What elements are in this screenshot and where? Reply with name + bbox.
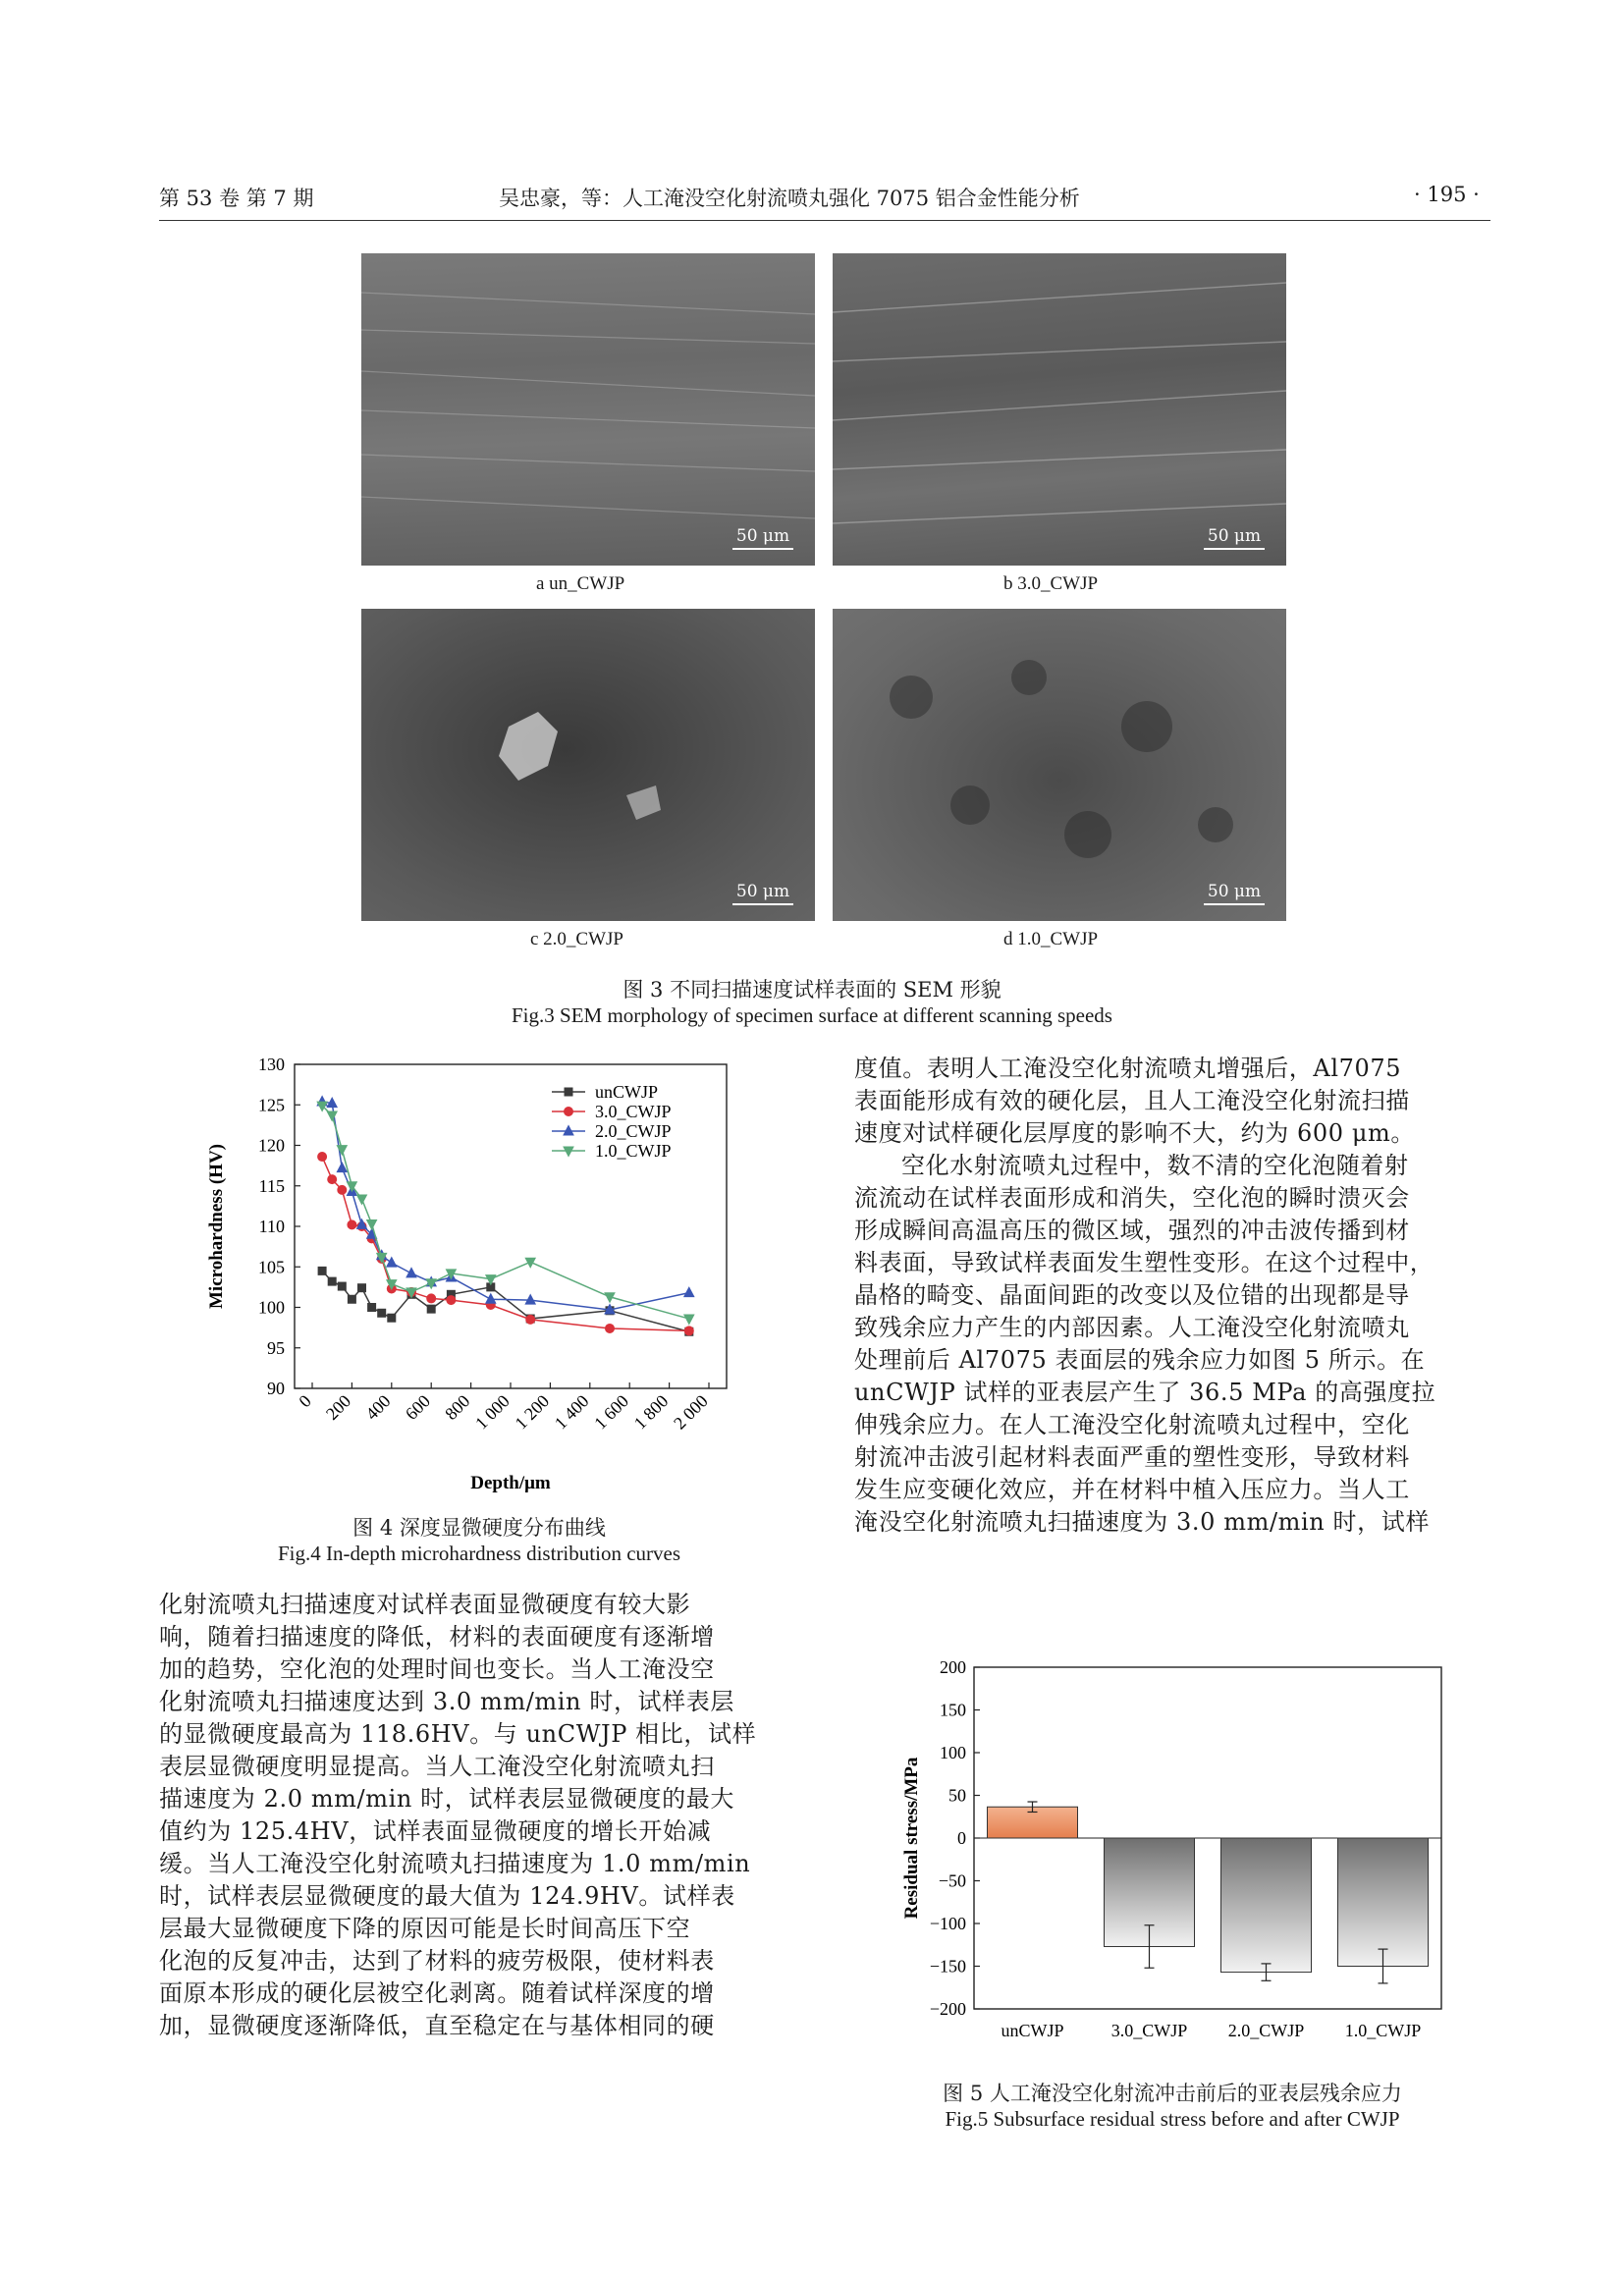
text-line: 值约为 125.4HV，试样表面显微硬度的增长开始减	[159, 1817, 712, 1845]
text-line: 处理前后 Al7075 表面层的残余应力如图 5 所示。在	[854, 1346, 1426, 1374]
text-line: 化泡的反复冲击，达到了材料的疲劳极限，使材料表	[159, 1947, 715, 1975]
x-tick-label: 1 400	[550, 1390, 593, 1434]
panel-label-a: a un_CWJP	[536, 573, 625, 594]
x-tick-label: 2.0_CWJP	[1227, 2021, 1305, 2040]
text-line: 响，随着扫描速度的降低，材料的表面硬度有逐渐增	[159, 1623, 715, 1651]
data-point	[318, 1267, 326, 1274]
text-line: 料表面，导致试样表面发生塑性变形。在这个过程中，	[854, 1249, 1435, 1276]
text-line: 加，显微硬度逐渐降低，直至稳定在与基体相同的硬	[159, 2012, 715, 2039]
data-point	[368, 1304, 376, 1312]
y-tick-label: 0	[957, 1828, 966, 1848]
x-tick-label: 1 800	[629, 1390, 673, 1434]
y-tick-label: 125	[258, 1095, 285, 1115]
x-tick-label: unCWJP	[1001, 2021, 1064, 2040]
figure4-caption-cn: 图 4 深度显微硬度分布曲线	[352, 1516, 606, 1540]
x-tick-label: 200	[321, 1390, 355, 1424]
bar-1.0_CWJP	[1338, 1838, 1429, 1967]
y-tick-label: 95	[267, 1337, 285, 1358]
x-tick-label: 0	[295, 1390, 315, 1412]
data-point	[318, 1153, 327, 1162]
x-axis-label: Depth/μm	[470, 1473, 551, 1493]
data-point	[406, 1268, 416, 1277]
data-point	[427, 1294, 436, 1303]
legend-label: 3.0_CWJP	[595, 1102, 672, 1121]
data-point	[447, 1296, 456, 1305]
text-line: 化射流喷丸扫描速度对试样表面显微硬度有较大影	[159, 1591, 691, 1618]
y-axis-label: Residual stress/MPa	[901, 1757, 922, 1920]
data-point	[357, 1195, 367, 1205]
data-point	[684, 1327, 693, 1335]
y-tick-label: 200	[940, 1659, 966, 1677]
x-tick-label: 600	[401, 1390, 435, 1424]
text-line: 射流冲击波引起材料表面严重的塑性变形，导致材料	[854, 1443, 1410, 1471]
sem-image-b	[833, 253, 1286, 566]
data-point	[378, 1309, 386, 1317]
y-tick-label: −150	[929, 1956, 966, 1977]
data-point	[338, 1185, 347, 1194]
panel-label-b: b 3.0_CWJP	[1003, 573, 1099, 594]
x-tick-label: 800	[441, 1390, 474, 1424]
page-number: · 195 ·	[1414, 183, 1480, 206]
y-tick-label: 130	[258, 1055, 285, 1074]
y-tick-label: −100	[929, 1914, 966, 1933]
text-line: 形成瞬间高温高压的微区域，强烈的冲击波传播到材	[854, 1217, 1410, 1244]
scale-bar-c: 50 μm	[732, 882, 793, 905]
text-line: 速度对试样硬化层厚度的影响不大，约为 600 μm。	[854, 1119, 1416, 1147]
scale-bar-b: 50 μm	[1204, 526, 1265, 550]
data-point	[348, 1220, 356, 1229]
text-line: 致残余应力产生的内部因素。人工淹没空化射流喷丸	[854, 1314, 1410, 1341]
text-line: 层最大显微硬度下降的原因可能是长时间高压下空	[159, 1915, 691, 1942]
y-axis-label: Microhardness (HV)	[206, 1144, 227, 1309]
data-point	[526, 1315, 535, 1324]
text-line: 空化水射流喷丸过程中，数不清的空化泡随着射	[901, 1152, 1409, 1179]
data-point	[684, 1315, 694, 1325]
figure5-caption-en: Fig.5 Subsurface residual stress before and after CWJP	[945, 2107, 1400, 2131]
data-point	[387, 1258, 397, 1268]
data-point	[367, 1220, 377, 1230]
y-tick-label: 90	[267, 1379, 285, 1398]
figure5-caption-cn: 图 5 人工淹没空化射流冲击前后的亚表层残余应力	[943, 2082, 1402, 2105]
text-line: 发生应变硬化效应，并在材料中植入压应力。当人工	[854, 1476, 1410, 1503]
data-point	[348, 1295, 355, 1303]
text-line: 加的趋势，空化泡的处理时间也变长。当人工淹没空	[159, 1655, 715, 1683]
journal-volume-issue: 第 53 卷 第 7 期	[159, 187, 314, 210]
data-point	[358, 1284, 366, 1292]
bar-2.0_CWJP	[1221, 1838, 1312, 1973]
text-line: 化射流喷丸扫描速度达到 3.0 mm/min 时，试样表层	[159, 1688, 734, 1715]
running-title: 吴忠豪，等：人工淹没空化射流喷丸强化 7075 铝合金性能分析	[499, 187, 1080, 210]
data-point	[338, 1282, 346, 1290]
data-point	[684, 1287, 694, 1297]
panel-label-c: c 2.0_CWJP	[530, 929, 623, 949]
scale-bar-d: 50 μm	[1204, 882, 1265, 905]
x-tick-label: 1 000	[471, 1390, 514, 1434]
series-line-unCWJP	[322, 1271, 689, 1331]
data-point	[486, 1294, 496, 1304]
x-tick-label: 2 000	[670, 1390, 712, 1434]
legend-label: 2.0_CWJP	[595, 1121, 672, 1141]
x-tick-label: 400	[361, 1390, 395, 1424]
figure4-caption-en: Fig.4 In-depth microhardness distribution curves	[277, 1542, 680, 1565]
text-line: 流流动在试样表面形成和消失，空化泡的瞬时溃灭会	[854, 1184, 1410, 1212]
data-point	[388, 1314, 396, 1322]
data-point	[328, 1277, 336, 1285]
text-line: 表面能形成有效的硬化层，且人工淹没空化射流扫描	[854, 1087, 1410, 1114]
legend-label: 1.0_CWJP	[595, 1141, 672, 1161]
x-tick-label: 3.0_CWJP	[1110, 2021, 1188, 2040]
text-line: 晶格的畸变、晶面间距的改变以及位错的出现都是导	[854, 1281, 1410, 1309]
text-line: 表层显微硬度明显提高。当人工淹没空化射流喷丸扫	[159, 1753, 715, 1780]
text-line: 度值。表明人工淹没空化射流喷丸增强后，Al7075	[854, 1055, 1402, 1082]
text-line: 伸残余应力。在人工淹没空化射流喷丸过程中，空化	[854, 1411, 1410, 1438]
data-point	[606, 1324, 615, 1332]
x-tick-label: 1.0_CWJP	[1344, 2021, 1422, 2040]
left-column-text	[159, 1589, 799, 2042]
y-tick-label: 105	[258, 1257, 285, 1277]
y-tick-label: 150	[940, 1700, 966, 1720]
sem-image-a	[361, 253, 815, 566]
text-line: unCWJP 试样的亚表层产生了 36.5 MPa 的高强度拉	[854, 1379, 1436, 1406]
panel-label-d: d 1.0_CWJP	[1003, 929, 1099, 949]
sem-image-d	[833, 609, 1286, 921]
text-line: 淹没空化射流喷丸扫描速度为 3.0 mm/min 时，试样	[854, 1508, 1430, 1536]
data-point	[427, 1305, 435, 1313]
text-line: 时，试样表层显微硬度的最大值为 124.9HV。试样表	[159, 1882, 735, 1910]
scale-bar-a: 50 μm	[732, 526, 793, 550]
y-tick-label: 100	[940, 1743, 966, 1762]
sem-image-c	[361, 609, 815, 921]
y-tick-label: 100	[258, 1297, 285, 1318]
figure3-caption-en: Fig.3 SEM morphology of specimen surface at different scanning speeds	[512, 1003, 1112, 1027]
x-tick-label: 1 600	[590, 1390, 633, 1434]
y-tick-label: 50	[948, 1785, 966, 1806]
figure3-caption-cn: 图 3 不同扫描速度试样表面的 SEM 形貌	[623, 978, 1001, 1002]
text-line: 的显微硬度最高为 118.6HV。与 unCWJP 相比，试样	[159, 1720, 757, 1748]
header-rule	[159, 220, 1490, 221]
data-point	[565, 1108, 573, 1116]
legend-label: unCWJP	[595, 1082, 659, 1102]
text-line: 描速度为 2.0 mm/min 时，试样表层显微硬度的最大	[159, 1785, 734, 1813]
y-tick-label: 115	[258, 1175, 285, 1196]
y-tick-label: 120	[258, 1135, 285, 1156]
right-column-text	[854, 1053, 1490, 1539]
data-point	[327, 1111, 337, 1121]
y-tick-label: 110	[258, 1217, 285, 1236]
text-line: 缓。当人工淹没空化射流喷丸扫描速度为 1.0 mm/min	[159, 1850, 751, 1877]
text-line: 面原本形成的硬化层被空化剥离。随着试样深度的增	[159, 1979, 715, 2007]
x-tick-label: 1 200	[511, 1390, 554, 1434]
data-point	[565, 1088, 572, 1096]
residual-stress-chart	[884, 1659, 1473, 2072]
y-tick-label: −50	[938, 1870, 966, 1891]
microhardness-chart	[187, 1049, 776, 1500]
y-tick-label: −200	[929, 1999, 966, 2019]
data-point	[328, 1175, 337, 1184]
